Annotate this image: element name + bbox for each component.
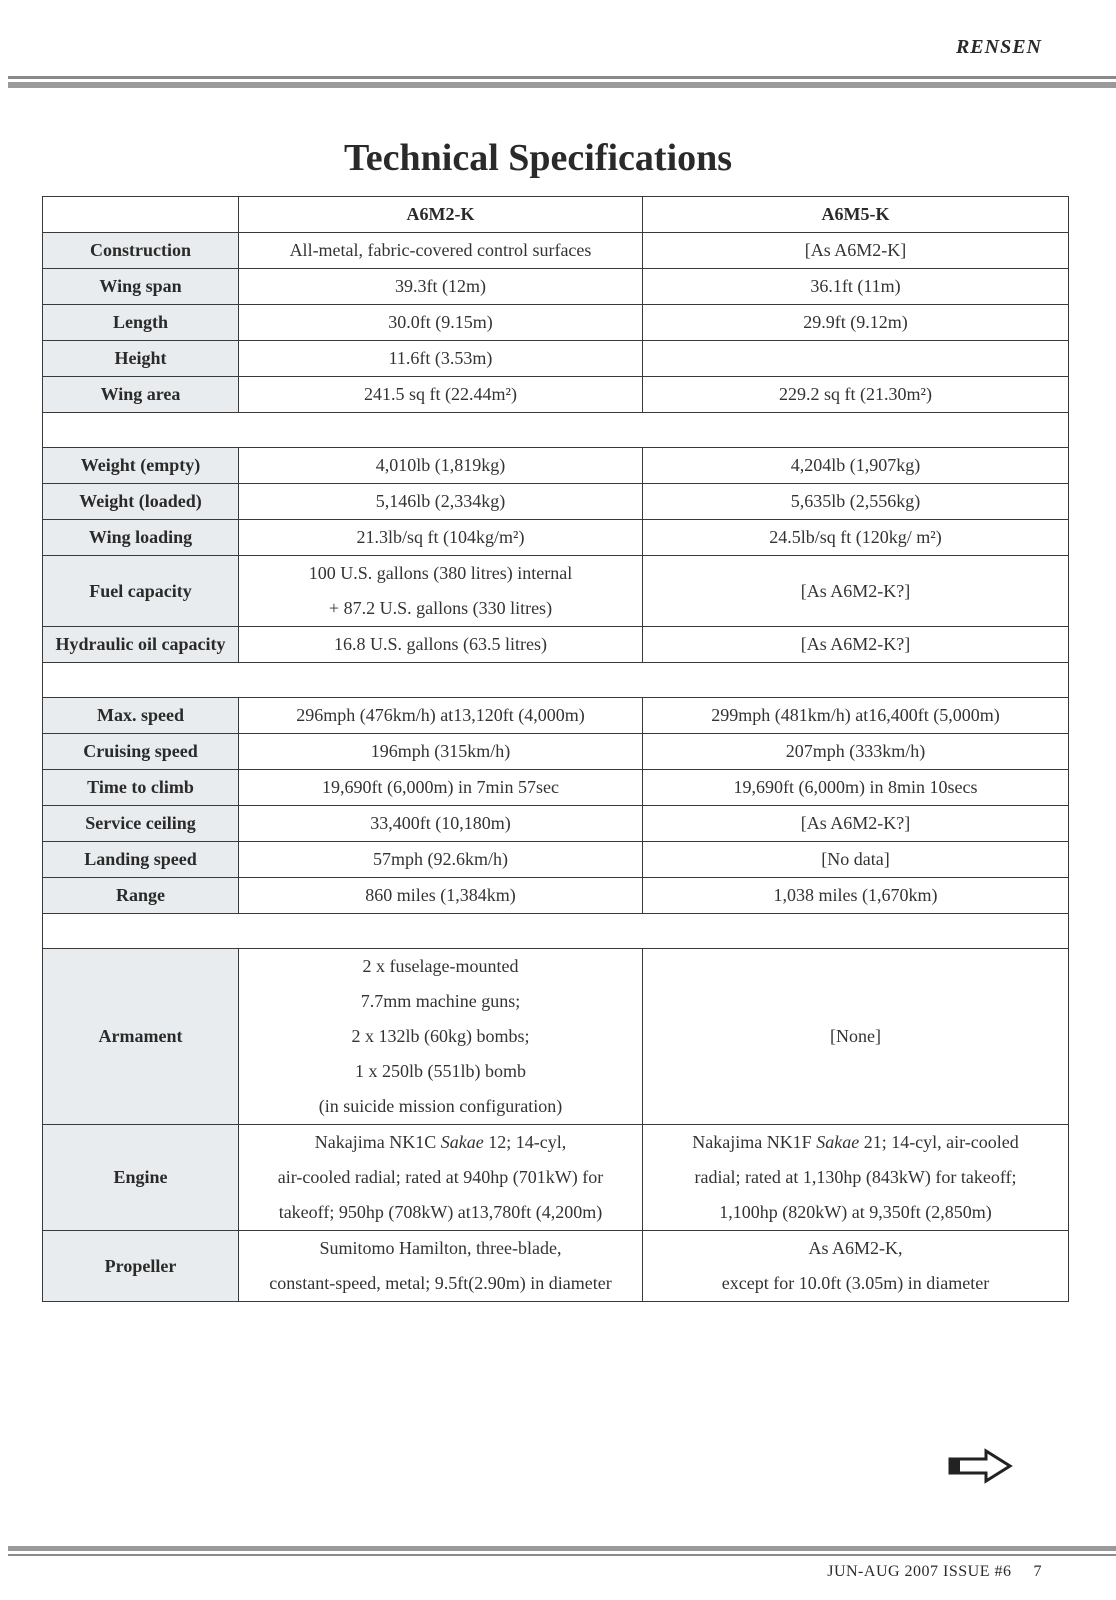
spec-value-line: 4,010lb (1,819kg) — [375, 455, 506, 475]
corner-cell — [43, 197, 239, 233]
spec-value-a6m2k — [239, 806, 643, 842]
spec-value-line: Sumitomo Hamilton, three-blade, — [319, 1238, 562, 1258]
issue-label: JUN-AUG 2007 ISSUE #6 — [827, 1563, 1012, 1580]
spec-value-a6m2k — [239, 878, 643, 914]
spec-row-range — [43, 878, 1069, 914]
spec-value-a6m2k — [239, 484, 643, 520]
spec-value-a6m5k — [643, 734, 1069, 770]
spec-row-weight-loaded — [43, 484, 1069, 520]
publication-title: RENSEN — [955, 36, 1042, 58]
spec-row-wing-span — [43, 269, 1069, 305]
spec-value-a6m5k — [643, 698, 1069, 734]
spec-value-line: [As A6M2-K] — [804, 240, 907, 260]
spec-value-line: 30.0ft (9.15m) — [388, 312, 493, 332]
spec-value-line: 19,690ft (6,000m) in 8min 10secs — [733, 777, 978, 797]
spec-value-line: 241.5 sq ft (22.44m²) — [364, 384, 517, 404]
footer-rule — [8, 1554, 1116, 1556]
column-header-a6m2k: A6M2-K — [239, 197, 643, 233]
spec-value-line: 229.2 sq ft (21.30m²) — [779, 384, 932, 404]
page-title: Technical Specifications — [343, 137, 733, 179]
spec-value-line: 207mph (333km/h) — [785, 741, 926, 761]
spec-value-a6m2k — [239, 377, 643, 413]
spec-value-a6m5k — [643, 341, 1069, 377]
spec-value-a6m2k — [239, 770, 643, 806]
spec-value-line: 5,146lb (2,334kg) — [375, 491, 506, 511]
spec-row-hydraulic-oil-capacity — [43, 627, 1069, 663]
header-rule — [8, 76, 1116, 79]
spec-value-a6m2k — [239, 520, 643, 556]
spec-row-construction — [43, 233, 1069, 269]
table-header-row — [43, 197, 1069, 233]
spec-value-a6m5k — [643, 520, 1069, 556]
spec-label: Wing span — [43, 269, 239, 305]
spec-value-line: 1,038 miles (1,670km) — [773, 885, 938, 905]
spec-label: Hydraulic oil capacity — [43, 627, 239, 663]
spec-row-landing-speed — [43, 842, 1069, 878]
page-footer — [827, 1563, 1042, 1581]
spec-value-a6m2k — [239, 269, 643, 305]
spec-value-line: except for 10.0ft (3.05m) in diameter — [721, 1273, 990, 1293]
spec-row-height — [43, 341, 1069, 377]
spec-label: Service ceiling — [43, 806, 239, 842]
spec-value-a6m5k — [643, 1125, 1069, 1231]
spec-value-line: 4,204lb (1,907kg) — [790, 455, 921, 475]
spec-value-line: 39.3ft (12m) — [395, 276, 486, 296]
spec-value-a6m2k — [239, 1125, 643, 1231]
spec-row-fuel-capacity — [43, 556, 1069, 627]
spec-value-line: 296mph (476km/h) at13,120ft (4,000m) — [296, 705, 585, 725]
section-spacer-row — [43, 663, 1069, 698]
spec-value-line: As A6M2-K, — [808, 1238, 903, 1258]
spec-value-line: Nakajima NK1F Sakae 21; 14-cyl, air-cooled — [692, 1132, 1019, 1152]
spec-value-a6m5k — [643, 770, 1069, 806]
spec-value-line: + 87.2 U.S. gallons (330 litres) — [328, 598, 553, 618]
spec-value-a6m5k — [643, 806, 1069, 842]
spec-label: Fuel capacity — [43, 556, 239, 627]
spec-label: Time to climb — [43, 770, 239, 806]
spec-value-line: air-cooled radial; rated at 940hp (701kW) for — [277, 1167, 604, 1187]
spec-value-a6m5k — [643, 448, 1069, 484]
spec-value-line: 1,100hp (820kW) at 9,350ft (2,850m) — [719, 1202, 992, 1222]
spec-value-a6m2k — [239, 842, 643, 878]
page-number: 7 — [1033, 1563, 1042, 1580]
spec-label: Landing speed — [43, 842, 239, 878]
spec-row-propeller — [43, 1231, 1069, 1302]
spec-value-line: 19,690ft (6,000m) in 7min 57sec — [322, 777, 559, 797]
spec-value-line: 29.9ft (9.12m) — [803, 312, 908, 332]
spec-row-time-to-climb — [43, 770, 1069, 806]
spec-value-line: 36.1ft (11m) — [810, 276, 901, 296]
spec-value-a6m2k — [239, 627, 643, 663]
section-spacer — [43, 663, 1069, 698]
spec-label: Max. speed — [43, 698, 239, 734]
spec-value-a6m5k — [643, 878, 1069, 914]
spec-value-line: 21.3lb/sq ft (104kg/m²) — [356, 527, 525, 547]
spec-row-cruising-speed — [43, 734, 1069, 770]
spec-value-line: 33,400ft (10,180m) — [370, 813, 511, 833]
header-rule-thick — [8, 82, 1116, 88]
spec-value-line: 196mph (315km/h) — [370, 741, 511, 761]
spec-row-engine — [43, 1125, 1069, 1231]
spec-value-a6m2k — [239, 734, 643, 770]
spec-value-a6m5k — [643, 556, 1069, 627]
spec-label: Cruising speed — [43, 734, 239, 770]
spec-value-line: 100 U.S. gallons (380 litres) internal — [308, 563, 573, 583]
spec-value-line: radial; rated at 1,130hp (843kW) for takeoff; — [694, 1167, 1017, 1187]
spec-value-line: 2 x 132lb (60kg) bombs; — [351, 1026, 530, 1046]
spec-value-line: All-metal, fabric-covered control surfaces — [289, 240, 592, 260]
spec-value-line: 2 x fuselage-mounted — [362, 956, 519, 976]
spec-label: Height — [43, 341, 239, 377]
spec-value-line: 860 miles (1,384km) — [365, 885, 516, 905]
spec-value-line: (in suicide mission configuration) — [318, 1096, 563, 1116]
spec-label: Engine — [43, 1125, 239, 1231]
spec-label: Weight (empty) — [43, 448, 239, 484]
spec-label: Construction — [43, 233, 239, 269]
spec-row-max-speed — [43, 698, 1069, 734]
spec-value-line: 24.5lb/sq ft (120kg/ m²) — [769, 527, 942, 547]
spec-row-armament — [43, 949, 1069, 1125]
spec-value-a6m5k — [643, 627, 1069, 663]
spec-value-a6m5k — [643, 233, 1069, 269]
spec-value-a6m2k — [239, 949, 643, 1125]
section-spacer — [43, 413, 1069, 448]
spec-value-a6m2k — [239, 1231, 643, 1302]
spec-value-line: [None] — [830, 1026, 881, 1046]
spec-label: Armament — [43, 949, 239, 1125]
spec-value-a6m5k — [643, 377, 1069, 413]
spec-value-a6m2k — [239, 341, 643, 377]
spec-value-line: Nakajima NK1C Sakae 12; 14-cyl, — [314, 1132, 567, 1152]
spec-value-a6m5k — [643, 484, 1069, 520]
spec-value-line: 57mph (92.6km/h) — [373, 849, 508, 869]
spec-label: Length — [43, 305, 239, 341]
spec-value-line: 16.8 U.S. gallons (63.5 litres) — [334, 634, 547, 654]
spec-row-service-ceiling — [43, 806, 1069, 842]
spec-value-line: 5,635lb (2,556kg) — [790, 491, 921, 511]
section-spacer-row — [43, 413, 1069, 448]
spec-value-a6m2k — [239, 448, 643, 484]
spec-value-a6m5k — [643, 305, 1069, 341]
specifications-body — [43, 233, 1069, 1302]
spec-value-a6m2k — [239, 305, 643, 341]
spec-value-a6m2k — [239, 698, 643, 734]
next-page-arrow-icon — [948, 1448, 1014, 1484]
spec-value-line: 1 x 250lb (551lb) bomb — [355, 1061, 526, 1081]
spec-value-a6m2k — [239, 556, 643, 627]
spec-value-line: takeoff; 950hp (708kW) at13,780ft (4,200m) — [278, 1202, 603, 1222]
spec-value-a6m5k — [643, 269, 1069, 305]
spec-value-line: [As A6M2-K?] — [800, 634, 911, 654]
spec-value-a6m2k — [239, 233, 643, 269]
spec-label: Wing area — [43, 377, 239, 413]
footer-rule-thick — [8, 1546, 1116, 1551]
spec-value-line: [No data] — [821, 849, 890, 869]
spec-value-a6m5k — [643, 949, 1069, 1125]
spec-row-weight-empty — [43, 448, 1069, 484]
spec-value-line: 7.7mm machine guns; — [360, 991, 521, 1011]
spec-value-a6m5k — [643, 1231, 1069, 1302]
spec-row-wing-area — [43, 377, 1069, 413]
spec-value-line: constant-speed, metal; 9.5ft(2.90m) in diameter — [269, 1273, 612, 1293]
spec-value-line: [As A6M2-K?] — [800, 813, 911, 833]
spec-row-wing-loading — [43, 520, 1069, 556]
spec-label: Propeller — [43, 1231, 239, 1302]
spec-label: Wing loading — [43, 520, 239, 556]
spec-value-a6m5k — [643, 842, 1069, 878]
section-spacer — [43, 914, 1069, 949]
spec-value-line: [As A6M2-K?] — [800, 580, 911, 601]
column-header-a6m5k: A6M5-K — [643, 197, 1069, 233]
spec-label: Weight (loaded) — [43, 484, 239, 520]
section-spacer-row — [43, 914, 1069, 949]
spec-row-length — [43, 305, 1069, 341]
spec-value-line: 11.6ft (3.53m) — [388, 348, 493, 368]
spec-value-line: 299mph (481km/h) at16,400ft (5,000m) — [711, 705, 1000, 725]
spec-label: Range — [43, 878, 239, 914]
specifications-table — [42, 196, 1069, 1302]
